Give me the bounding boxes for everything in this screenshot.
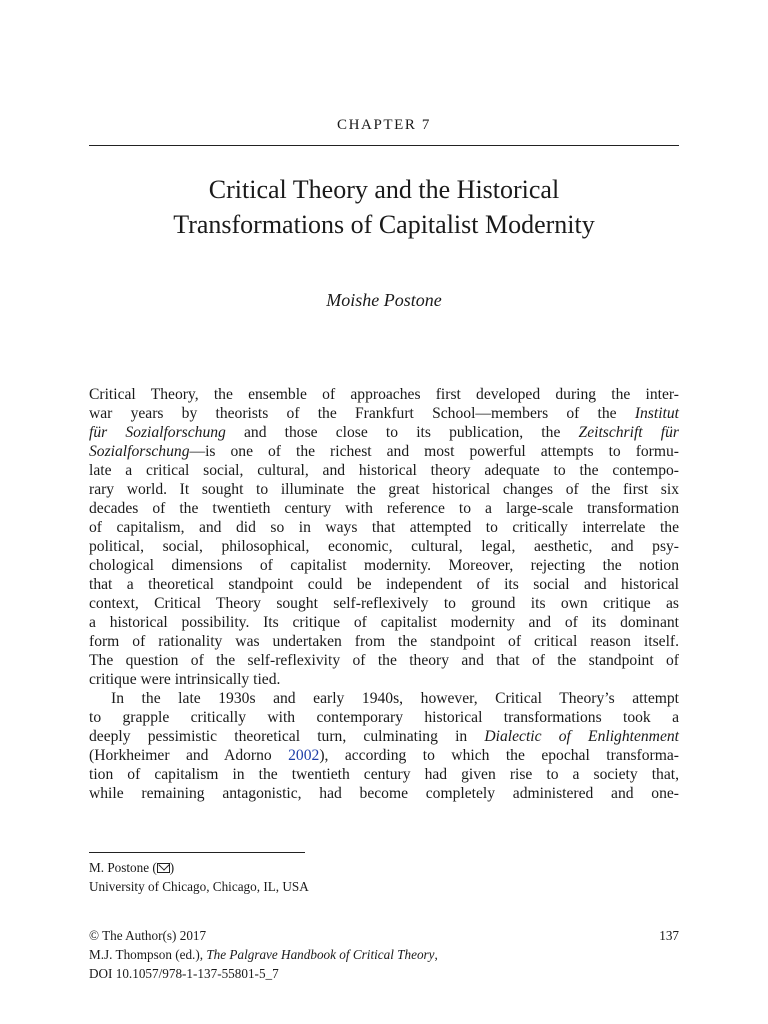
italic-run: Sozialforschung <box>89 443 190 460</box>
chapter-title-line: Critical Theory and the Historical <box>208 175 560 204</box>
italic-run: Zeitschrift für <box>578 424 679 441</box>
text-run: (Horkheimer and Adorno <box>89 747 289 764</box>
text-run: —is one of the richest and most powerful attempts to formu- <box>189 443 679 460</box>
text-line: that a theoretical standpoint could be independent of its social and historical <box>89 576 679 593</box>
text-line: context, Critical Theory sought self-reflexively to ground its own critique as <box>89 595 679 612</box>
text-line: late a critical social, cultural, and historical theory adequate to the contempo- <box>89 462 679 479</box>
text-line <box>89 746 679 765</box>
envelope-icon[interactable] <box>157 863 170 873</box>
text-run: and those close to its publication, the <box>225 424 579 441</box>
doi-line: DOI 10.1057/978-1-137-55801-5_7 <box>89 966 279 981</box>
footnote-author: M. Postone ( <box>89 860 157 875</box>
text-line: The question of the self-reflexivity of the theory and that of the standpoint of <box>89 652 679 669</box>
citation-line <box>89 945 438 964</box>
text-run: , <box>434 947 438 962</box>
text-line: In the late 1930s and early 1940s, however, Critical Theory’s attempt <box>111 690 679 707</box>
footnote-paren: ) <box>169 860 175 875</box>
text-run: deeply pessimistic theoretical turn, culminating in <box>89 728 485 745</box>
text-line: chological dimensions of capitalist modernity. Moreover, rejecting the notion <box>89 557 679 574</box>
text-line: rary world. It sought to illuminate the great historical changes of the first six <box>89 481 679 498</box>
text-line: Critical Theory, the ensemble of approaches first developed during the inter- <box>89 386 679 403</box>
chapter-title <box>89 172 679 242</box>
chapter-label: CHAPTER 7 <box>337 117 431 133</box>
text-line <box>89 404 679 423</box>
chapter-rule <box>89 145 679 146</box>
footnote-affiliation: University of Chicago, Chicago, IL, USA <box>89 879 309 894</box>
page-number: 137 <box>659 928 679 943</box>
italic-run: Institut <box>634 405 679 422</box>
text-run: ), according to which the epochal transforma- <box>319 747 679 764</box>
text-line: critique were intrinsically tied. <box>89 671 281 688</box>
italic-run: für Sozialforschung <box>89 424 226 441</box>
footnote-rule <box>89 852 305 853</box>
text-line <box>89 423 679 442</box>
text-line: to grapple critically with contemporary historical transformations took a <box>89 709 679 726</box>
text-line: a historical possibility. Its critique of capitalist modernity and of its dominant <box>89 614 679 631</box>
text-line <box>89 442 679 461</box>
text-line: while remaining antagonistic, had become completely administered and one- <box>89 785 679 802</box>
citation-link[interactable]: 2002 <box>288 747 320 764</box>
chapter-author: Moishe Postone <box>326 290 442 310</box>
text-line: tion of capitalism in the twentieth century had given rise to a society that, <box>89 766 679 783</box>
text-line: political, social, philosophical, economic, cultural, legal, aesthetic, and psy- <box>89 538 679 555</box>
footnote-author-line <box>89 858 309 877</box>
author-footnote <box>89 858 309 896</box>
text-line: form of rationality was undertaken from the standpoint of critical reason itself. <box>89 633 679 650</box>
chapter-title-line: Transformations of Capitalist Modernity <box>173 210 595 239</box>
body-text <box>89 385 679 803</box>
text-run: war years by theorists of the Frankfurt School—members of the <box>89 405 635 422</box>
book-title: The Palgrave Handbook of Critical Theory <box>206 947 435 962</box>
copyright-line: © The Author(s) 2017 <box>89 928 207 943</box>
italic-run: Dialectic of Enlightenment <box>484 728 679 745</box>
text-line: of capitalism, and did so in ways that attempted to critically interrelate the <box>89 519 679 536</box>
copyright-block <box>89 926 438 983</box>
text-line: decades of the twentieth century with reference to a large-scale transformation <box>89 500 679 517</box>
text-line <box>89 727 679 746</box>
text-run: M.J. Thompson (ed.), <box>89 947 207 962</box>
